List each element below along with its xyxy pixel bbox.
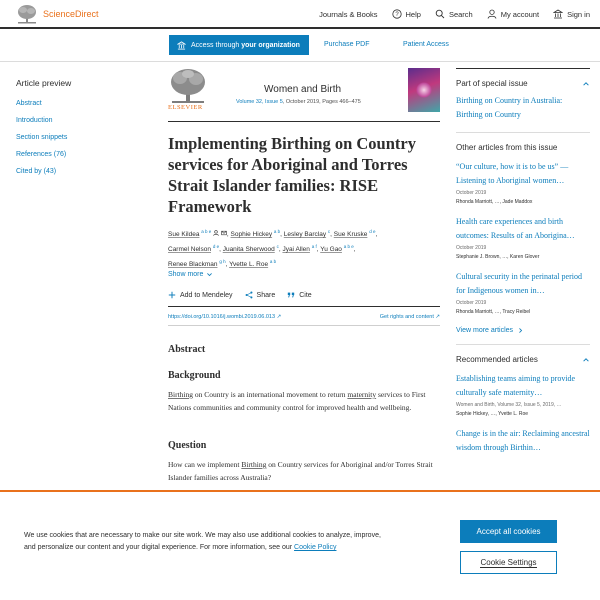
author-affiliation[interactable]: a b e <box>201 229 212 234</box>
text-span: services to First Nations communities and community control for improved health and wellbeing. <box>168 390 426 412</box>
rights-link[interactable] <box>380 314 440 320</box>
cite-label: Cite <box>299 291 312 299</box>
list-item <box>456 215 590 260</box>
recommended-article-meta: Women and Birth, Volume 32, Issue 5, 2019, … <box>456 402 562 408</box>
journal-volume <box>236 99 361 105</box>
sidebar-divider <box>456 132 590 133</box>
text-span: on Country is an international movement to return <box>193 390 348 399</box>
cookie-banner <box>0 490 600 600</box>
cookie-message <box>24 530 384 554</box>
doi-link[interactable] <box>168 314 281 320</box>
access-through-organization-button[interactable] <box>169 35 309 55</box>
journal-name-link[interactable]: Women and Birth <box>264 84 342 95</box>
volume-pages: , October 2019, Pages 466–475 <box>282 99 361 105</box>
outline-item-references[interactable]: References (76) <box>16 151 67 158</box>
external-link-icon: ↗ <box>276 314 282 320</box>
rights-text: Get rights and content <box>379 314 434 320</box>
doi-text: https://doi.org/10.1016/j.wombi.2019.06.013 <box>168 314 276 320</box>
elsevier-wordmark: ELSEVIER <box>168 104 203 111</box>
author-link[interactable]: Sue Kildea <box>168 231 200 239</box>
background-paragraph <box>168 389 440 414</box>
search-label: Search <box>448 9 473 19</box>
topic-link[interactable]: Birthing <box>168 390 194 399</box>
recommended-toggle[interactable] <box>456 355 590 364</box>
author-affiliation[interactable]: d e <box>369 229 376 234</box>
journals-books-link[interactable] <box>319 10 377 19</box>
other-article-link[interactable]: “Our culture, how it is to be us” — Listening to Aboriginal women… <box>456 162 569 185</box>
view-more-articles-link[interactable] <box>456 327 590 334</box>
recommended-label: Recommended articles <box>456 355 538 364</box>
author-affiliation[interactable]: a b <box>269 259 277 265</box>
article-tools <box>168 291 312 299</box>
author-affiliation[interactable]: c <box>327 229 331 234</box>
access-prefix: Access through <box>191 41 242 49</box>
access-label <box>191 42 300 49</box>
author-affiliation[interactable]: g h <box>219 259 226 265</box>
mendeley-label: Add to Mendeley <box>180 291 233 299</box>
topic-link[interactable]: maternity <box>347 390 377 399</box>
article-outline <box>16 78 156 185</box>
sidebar-divider <box>456 344 590 345</box>
author-link[interactable]: Sue Kruske <box>333 231 368 239</box>
background-heading: Background <box>168 370 221 381</box>
recommended-article-authors: Sophie Hickey, …, Yvette L. Roe <box>456 411 529 417</box>
author-link[interactable]: Jyai Allen <box>282 246 310 254</box>
author-list: Sue Kildea $^{a b e}$ , Sophie Hickey $^{a b}$, Lesley Barclay $^c$, Sue Kruske $^{d e}$, Carmel Nelson $^{d e}$, Juanita Sherwood $^c$, Jyai Allen $^{a f}$, Yu Gao $^{a b e}$, Renee Blackman $^{g h}$, Yvette L. Roe $^{a b}$ <box>168 229 378 269</box>
other-article-date: October 2019 <box>456 190 487 196</box>
article-action-bar <box>0 30 600 62</box>
cookie-settings-button[interactable] <box>460 551 557 574</box>
author-affiliation[interactable]: a b e <box>343 244 354 250</box>
search-link[interactable] <box>435 9 473 19</box>
author-affiliation[interactable]: a f <box>311 244 317 250</box>
special-issue-toggle[interactable] <box>456 79 590 88</box>
question-heading: Question <box>168 440 207 451</box>
chevron-right-icon <box>517 327 524 334</box>
other-article-authors: Rhonda Marriott, …, Tracy Reibel <box>456 309 531 315</box>
author-link[interactable]: Carmel Nelson <box>168 246 211 254</box>
author-link[interactable]: Sophie Hickey <box>230 231 273 239</box>
my-account-link[interactable] <box>487 9 539 19</box>
patient-access-link[interactable]: Patient Access <box>403 41 449 48</box>
cookie-policy-link[interactable]: Cookie Policy <box>294 544 337 551</box>
purchase-pdf-link[interactable]: Purchase PDF <box>324 41 370 48</box>
top-navigation <box>319 0 590 28</box>
list-item <box>456 427 590 455</box>
outline-item-abstract[interactable]: Abstract <box>16 100 42 107</box>
outline-title: Article preview <box>16 78 72 88</box>
text-span: How can we implement <box>168 460 242 469</box>
chevron-down-icon <box>206 271 213 278</box>
author-link[interactable]: Lesley Barclay <box>283 231 327 239</box>
author-link[interactable]: Yu Gao <box>320 246 342 254</box>
svg-text:?: ? <box>394 12 399 19</box>
external-link-icon: ↗ <box>435 314 440 320</box>
author-link[interactable]: Yvette L. Roe <box>229 261 269 269</box>
list-item <box>456 270 590 315</box>
sign-in-link[interactable] <box>553 9 590 19</box>
show-more-label: Show more <box>168 271 204 278</box>
person-icon[interactable] <box>213 230 219 236</box>
brand-name: ScienceDirect <box>43 9 99 19</box>
other-article-authors: Stephanie J. Brown, …, Karen Glover <box>456 254 540 260</box>
outline-item-section-snippets[interactable]: Section snippets <box>16 134 68 141</box>
top-header <box>0 0 600 29</box>
help-link[interactable] <box>392 9 421 19</box>
outline-item-introduction[interactable]: Introduction <box>16 117 53 124</box>
share-button[interactable] <box>245 291 276 299</box>
my-account-label: My account <box>500 9 540 19</box>
author-affiliation[interactable]: d e <box>212 244 220 250</box>
show-more-authors-button[interactable] <box>168 271 213 278</box>
help-icon <box>392 9 402 19</box>
text-span: on Country services for Aboriginal and/or Torres Strait Islander families across Australia? <box>168 460 433 482</box>
header-divider <box>168 121 440 122</box>
special-issue-link[interactable]: Birthing on Country in Australia: Birthing on Country <box>456 96 563 119</box>
accept-all-cookies-button[interactable]: Accept all cookies <box>460 520 557 543</box>
access-bold: your organization <box>241 41 300 49</box>
person-icon <box>487 9 497 19</box>
view-more-label: View more articles <box>456 327 514 334</box>
other-articles-label: Other articles from this issue <box>456 143 558 152</box>
list-item <box>456 160 590 205</box>
volume-issue-link[interactable]: Volume 32, Issue 5 <box>236 99 283 105</box>
author-affiliation[interactable]: a b <box>273 229 281 234</box>
share-icon <box>245 291 253 299</box>
chevron-up-icon <box>582 356 590 364</box>
chevron-up-icon <box>582 80 590 88</box>
author-affiliation[interactable]: c <box>276 244 279 250</box>
sciencedirect-logo[interactable] <box>16 4 99 24</box>
article-title: Implementing Birthing on Country services for Aboriginal and Torres Strait Islander families: RISE Framework <box>168 134 416 216</box>
doi-row <box>168 306 440 326</box>
journals-books-label: Journals & Books <box>319 9 378 19</box>
author-link[interactable]: Renee Blackman <box>168 261 218 269</box>
other-article-authors: Rhonda Marriott, …, Jade Maddox <box>456 199 533 205</box>
question-paragraph <box>168 459 440 484</box>
journal-header <box>168 68 440 116</box>
author-link[interactable]: Juanita Sherwood <box>222 246 275 254</box>
institution-icon <box>553 9 563 19</box>
other-article-date: October 2019 <box>456 300 487 306</box>
sign-in-label: Sign in <box>567 9 590 19</box>
cite-button[interactable] <box>287 291 311 299</box>
other-article-link[interactable]: Health care experiences and birth outcomes: Results of an Aborigina… <box>456 217 575 240</box>
right-sidebar <box>456 68 590 455</box>
outline-item-cited-by[interactable]: Cited by (43) <box>16 168 57 175</box>
list-item <box>456 372 590 417</box>
special-issue-label: Part of special issue <box>456 79 528 88</box>
search-icon <box>435 9 445 19</box>
recommended-article-link[interactable]: Establishing teams aiming to provide culturally safe maternity… <box>456 374 576 397</box>
plus-icon <box>168 291 176 299</box>
elsevier-tree-icon <box>16 4 38 24</box>
sidebar-divider <box>456 68 590 69</box>
cookie-settings-label: Cookie Settings <box>480 557 537 567</box>
topic-link[interactable]: Birthing <box>241 460 267 469</box>
help-label: Help <box>405 9 421 19</box>
cookie-text: We use cookies that are necessary to make our site work. We may also use additional cookies to analyze, improve, and personalize our content and your digital experience. For more information, see our <box>24 532 381 551</box>
quote-icon <box>287 291 295 299</box>
abstract-heading: Abstract <box>168 344 206 355</box>
add-to-mendeley-button[interactable] <box>168 291 233 299</box>
other-article-link[interactable]: Cultural security in the perinatal period for Indigenous women in… <box>456 272 582 295</box>
other-article-date: October 2019 <box>456 245 487 251</box>
share-label: Share <box>256 291 276 299</box>
institution-icon <box>177 41 186 50</box>
journal-cover-image[interactable] <box>408 68 440 112</box>
recommended-article-link[interactable]: Change is in the air: Reclaiming ancestral wisdom through Birthin… <box>456 429 590 452</box>
